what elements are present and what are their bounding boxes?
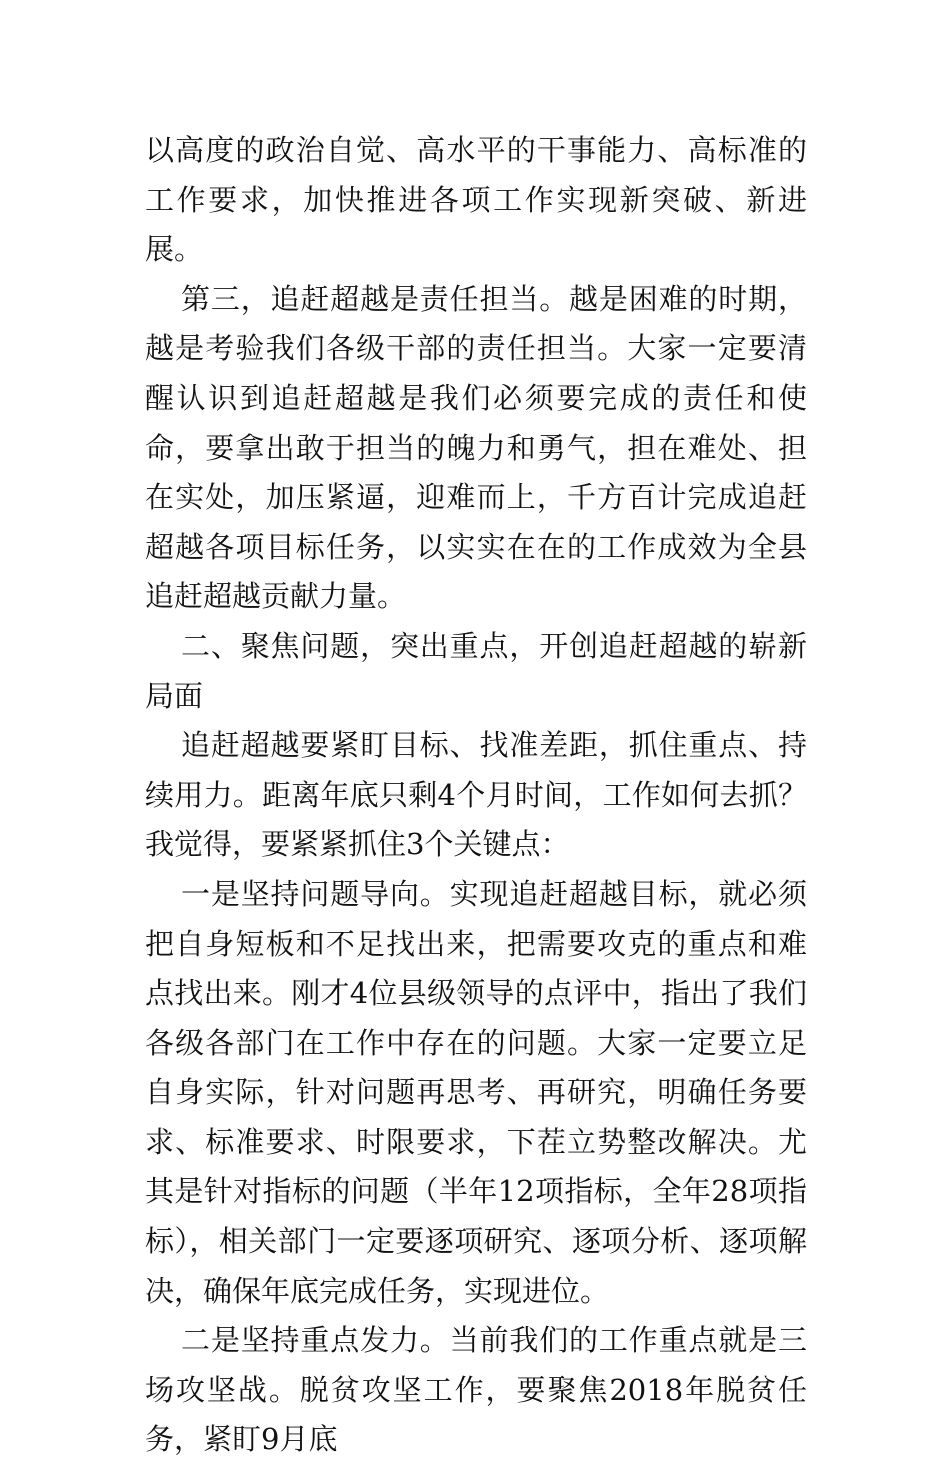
paragraph-4: 一是坚持问题导向。实现追赶超越目标，就必须把自身短板和不足找出来，把需要攻克的重点和难点找出来。刚才4位县级领导的点评中，指出了我们各级各部门在工作中存在的问题。大家一定要立足自身实际，针对问题再思考、再研究，明确任务要求、标准要求、时限要求，下茬立势整改解决。尤其是针对指标的问题（半年12项指标，全年28项指标），相关部门一定要逐项研究、逐项分析、逐项解决，确保年底完成任务，实现进位。 xyxy=(145,876,807,1308)
paragraph-2: 第三，追赶超越是责任担当。越是困难的时期，越是考验我们各级干部的责任担当。大家一定要清醒认识到追赶超越是我们必须要完成的责任和使命，要拿出敢于担当的魄力和勇气，担在难处、担在实处，加压紧逼，迎难而上，千方百计完成追赶超越各项目标任务，以实实在在的工作成效为全县追赶超越贡献力量。 xyxy=(145,281,807,614)
paragraph-1: 以高度的政治自觉、高水平的干事能力、高标准的工作要求，加快推进各项工作实现新突破、新进展。 xyxy=(145,133,807,267)
document-body xyxy=(145,126,807,1465)
section-heading: 二、聚焦问题，突出重点，开创追赶超越的崭新局面 xyxy=(145,628,807,713)
paragraph-5: 二是坚持重点发力。当前我们的工作重点就是三场攻坚战。脱贫攻坚工作，要聚焦2018年脱贫任务，紧盯9月底 xyxy=(145,1323,807,1457)
paragraph-3: 追赶超越要紧盯目标、找准差距，抓住重点、持续用力。距离年底只剩4个月时间，工作如何去抓？我觉得，要紧紧抓住3个关键点： xyxy=(145,728,807,862)
